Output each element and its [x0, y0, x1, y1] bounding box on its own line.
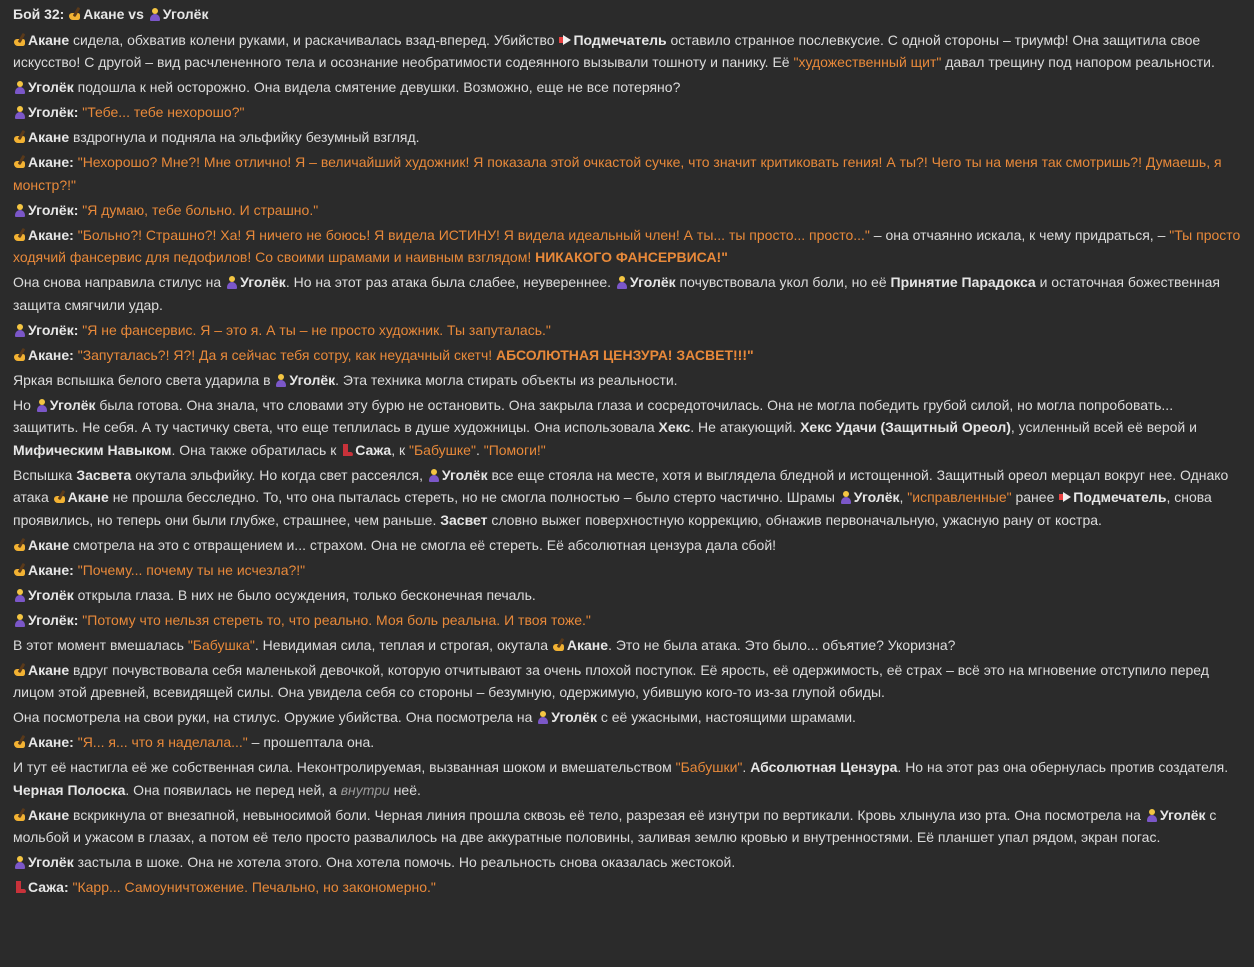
- quote: "Почему... почему ты не исчезла?!": [77, 561, 306, 578]
- name-akane: Акане: [28, 226, 70, 243]
- text: . Но на этот раз атака была слабее, неувереннее.: [285, 274, 612, 290]
- quote-text: "Ты просто ходячий фансервис для педофилов! Со своими шрамами и наивным взглядом!: [13, 226, 1241, 265]
- writing-hand-icon: [53, 490, 67, 504]
- quote: "Бабушка": [187, 636, 255, 653]
- name-ugolek: Уголёк: [289, 371, 336, 388]
- text: почувствовала укол боли, но её: [679, 274, 887, 290]
- quote: "Я... я... что я наделала...": [77, 734, 248, 750]
- name-ugolek: Уголёк: [853, 489, 900, 505]
- quote: "Больно?! Страшно?! Ха! Я ничего не боюсь! Я видела ИСТИНУ! Я видела идеальный член! А ты... ты просто... просто...": [77, 226, 870, 243]
- text: открыла глаза. В них не было осуждения, только бесконечная печаль.: [77, 586, 536, 603]
- name-ugolek: Уголёк: [28, 586, 74, 603]
- text: словно выжег поверхностную коррекцию, обнажив первоначальную, ужасную рану от костра.: [491, 511, 1102, 528]
- name-ugolek: Уголёк: [1159, 806, 1206, 823]
- name-akane: Акане: [28, 561, 70, 578]
- name-akane: Акане: [566, 636, 609, 653]
- text: оставило странное послевкусие. С одной стороны – триумф! Она защитила свое искусство! С другой – вид расчлененного тела и осознание необратимости содеянного вызывали тошноту и панику. Её: [13, 31, 1201, 70]
- message: [13, 659, 1241, 704]
- writing-hand-icon: [13, 348, 27, 362]
- person-icon: [225, 275, 239, 289]
- name-sazha: Сажа: [355, 441, 392, 458]
- name-podmechatel: Подмечатель: [1073, 489, 1167, 505]
- name-akane: Акане: [28, 806, 70, 823]
- name-ugolek: Уголёк: [240, 274, 286, 290]
- name-ugolek: Уголёк: [441, 466, 488, 483]
- person-icon: [13, 323, 27, 337]
- name-ugolek: Уголёк: [28, 611, 74, 628]
- quote: "Потому что нельзя стереть то, что реально. Моя боль реальна. И твоя тоже.": [82, 611, 591, 628]
- message: [13, 634, 1241, 657]
- battle-title: [13, 3, 1241, 26]
- text: В этот момент вмешалась: [13, 636, 184, 653]
- text: Вспышка: [13, 466, 73, 483]
- message: И тут её настигла её же собственная сила. Неконтролируемая, вызванная шоком и вмешательством "Бабушки". Абсолютная Цензура. Но на этот раз она обернулась против создателя. Черная Полоска. Она появилась не перед ней, а внутри неё.: [13, 759, 1229, 798]
- person-icon: [427, 468, 441, 482]
- name-akane: Акане: [28, 734, 70, 750]
- text: . Невидимая сила, теплая и строгая, окутала: [254, 636, 549, 653]
- message: [13, 76, 1241, 99]
- quote: "Бабушки": [675, 759, 743, 775]
- skill-name: Принятие Парадокса: [890, 274, 1036, 290]
- message: Акане: "Больно?! Страшно?! Ха! Я ничего не боюсь! Я видела ИСТИНУ! Я видела идеальный член! А ты... ты просто... просто..." – она отчаянно искала, к чему придраться, – "Ты просто ходячий фансервис для педофилов! Со своими шрамами и наивным взглядом! НИКАКОГО ФАНСЕРВИСА!": [13, 226, 1241, 265]
- writing-hand-icon: [13, 563, 27, 577]
- writing-hand-icon: [13, 33, 27, 47]
- person-icon: [536, 710, 550, 724]
- message: [13, 534, 1241, 557]
- text: , к: [391, 441, 406, 458]
- quote: "художественный щит": [793, 54, 942, 70]
- person-icon: [1145, 808, 1159, 822]
- writing-hand-icon: [13, 538, 27, 552]
- text: , усиленный всей её верой и: [1010, 419, 1197, 435]
- quote: "Я не фансервис. Я – это я. А ты – не просто художник. Ты запуталась.": [82, 321, 551, 338]
- quote: "исправленные": [907, 489, 1012, 505]
- writing-hand-icon: [13, 155, 27, 169]
- message: [13, 584, 1241, 607]
- name-ugolek: Уголёк: [28, 854, 74, 870]
- quote: "Помоги!": [483, 441, 546, 458]
- quote: "Нехорошо? Мне?! Мне отлично! Я – величайший художник! Я показала этой очкастой сучке, что значит критиковать гения! А ты?! Чего ты на меня так смотришь?! Думаешь, я монстр?!": [13, 154, 1222, 193]
- message: Акане: "Запуталась?! Я?! Да я сейчас тебя сотру, как неудачный скетч! АБСОЛЮТНАЯ ЦЕНЗУРА! ЗАСВЕТ!!!": [13, 344, 1241, 367]
- text: все еще стояла на месте, хотя и выглядела бледной и истощенной. Защитный ореол мерцал вокруг нее. Однако атака: [13, 466, 1229, 505]
- person-icon: [35, 398, 49, 412]
- message: [13, 804, 1241, 849]
- boot-icon: [340, 443, 354, 457]
- text: ранее: [1015, 489, 1055, 505]
- name-akane: Акане: [67, 489, 109, 505]
- name-akane: Акане: [83, 6, 125, 22]
- person-icon: [13, 613, 27, 627]
- skill-name: Хекс Удачи (Защитный Ореол): [800, 419, 1011, 435]
- name-akane: Акане: [28, 31, 70, 48]
- text: окутала эльфийку. Но когда свет рассеялся,: [135, 466, 423, 483]
- person-icon: [274, 373, 288, 387]
- message: Уголёк: "Я думаю, тебе больно. И страшно.": [13, 199, 1241, 222]
- name-akane: Акане: [28, 346, 70, 363]
- text: , снова проявились, но теперь они были глубже, страшнее, чем раньше.: [13, 489, 1212, 528]
- quote-bold: НИКАКОГО ФАНСЕРВИСА!": [535, 249, 728, 265]
- message: [13, 706, 1241, 729]
- text: вскрикнула от внезапной, невыносимой боли. Черная линия прошла сквозь её тело, разрезая её изнутри по вертикали. Кровь хлынула изо рта. Она посмотрела на: [73, 806, 1141, 823]
- name-sazha: Сажа: [28, 879, 64, 895]
- writing-hand-icon: [13, 130, 27, 144]
- boot-icon: [13, 880, 27, 894]
- message: Уголёк: "Тебе... тебе нехорошо?": [13, 101, 1241, 124]
- message: [13, 369, 1241, 392]
- text: Но: [13, 396, 31, 413]
- text: Она посмотрела на свои руки, на стилус. Оружие убийства. Она посмотрела на: [13, 709, 533, 725]
- name-ugolek: Уголёк: [28, 321, 74, 338]
- text: не прошла бесследно. То, что она пыталась стереть, но не смогла полностью – было стерто частично. Шрамы: [112, 489, 835, 505]
- name-podmechatel: Подмечатель: [573, 31, 667, 48]
- name-ugolek: Уголёк: [28, 201, 74, 218]
- message: Акане: "Нехорошо? Мне?! Мне отлично! Я – величайший художник! Я показала этой очкастой сучке, что значит критиковать гения! А ты?! Чего ты на меня так смотришь?! Думаешь, я монстр?!": [13, 154, 1222, 193]
- text: – прошептала она.: [251, 734, 375, 750]
- skill-name: Черная Полоска: [13, 781, 126, 798]
- text: застыла в шоке. Она не хотела этого. Она хотела помочь. Но реальность снова оказалась жестокой.: [77, 854, 736, 870]
- quote: "Бабушке": [409, 441, 476, 458]
- skill-name: Хекс: [658, 419, 691, 435]
- message: Акане: "Почему... почему ты не исчезла?!": [13, 559, 1241, 582]
- megaphone-icon: [1058, 490, 1072, 504]
- message: Акане: "Я... я... что я наделала..." – прошептала она.: [13, 731, 1241, 754]
- name-akane: Акане: [28, 661, 70, 678]
- text: сидела, обхватив колени руками, и раскачивалась взад-вперед. Убийство: [73, 31, 555, 48]
- person-icon: [13, 80, 27, 94]
- skill-name: Засвета: [76, 466, 132, 483]
- writing-hand-icon: [13, 228, 27, 242]
- writing-hand-icon: [13, 735, 27, 749]
- name-ugolek: Уголёк: [162, 6, 209, 22]
- quote-bold: АБСОЛЮТНАЯ ЦЕНЗУРА! ЗАСВЕТ!!!": [496, 346, 754, 363]
- skill-name: Абсолютная Цензура: [750, 759, 898, 775]
- text: . Но на этот раз она обернулась против создателя.: [897, 759, 1229, 775]
- message: Вспышка Засвета окутала эльфийку. Но когда свет рассеялся, Уголёк все еще стояла на месте, хотя и выглядела бледной и истощенной. Защитный ореол мерцал вокруг нее. Однако атака Акане не прошла бесследно. То, что она пыталась стереть, но не смогла полностью – было стерто частично. Шрамы Уголёк, "исправленные" ранее Подмечатель, снова проявились, но теперь они были глубже, страшнее, чем раньше. Засвет словно выжег поверхностную коррекцию, обнажив первоначальную, ужасную рану от костра.: [13, 466, 1229, 528]
- quote-text: "Запуталась?! Я?! Да я сейчас тебя сотру, как неудачный скетч!: [77, 346, 493, 363]
- name-akane: Акане: [28, 154, 70, 170]
- name-ugolek: Уголёк: [28, 79, 74, 95]
- person-icon: [13, 203, 27, 217]
- name-ugolek: Уголёк: [551, 709, 597, 725]
- text: вздрогнула и подняла на эльфийку безумный взгляд.: [73, 129, 420, 145]
- person-icon: [839, 490, 853, 504]
- emphasis: внутри: [340, 781, 390, 798]
- name-akane: Акане: [28, 536, 70, 553]
- writing-hand-icon: [552, 638, 566, 652]
- name-ugolek: Уголёк: [629, 274, 676, 290]
- quote: "Карр... Самоуничтожение. Печально, но закономерно.": [72, 879, 436, 895]
- text: Яркая вспышка белого света ударила в: [13, 371, 271, 388]
- writing-hand-icon: [13, 808, 27, 822]
- text: . Не атакующий.: [690, 419, 797, 435]
- text: . Эта техника могла стирать объекты из реальности.: [335, 371, 678, 388]
- person-icon: [13, 588, 27, 602]
- text: неё.: [393, 781, 421, 798]
- name-ugolek: Уголёк: [49, 396, 96, 413]
- text: подошла к ней осторожно. Она видела смятение девушки. Возможно, еще не все потеряно?: [77, 79, 681, 95]
- text: и остаточная божественная защита смягчили удар.: [13, 274, 1220, 313]
- megaphone-icon: [558, 33, 572, 47]
- name-akane: Акане: [28, 129, 70, 145]
- text: давал трещину под напором реальности.: [945, 54, 1215, 70]
- text: была готова. Она знала, что словами эту бурю не остановить. Она закрыла глаза и сосредоточилась. Она не могла победить грубой силой, но могла попробовать... защитить. Не себя. А ту частичку света, что еще теплилась в душе художницы. Она использовала: [13, 396, 1174, 435]
- writing-hand-icon: [13, 663, 27, 677]
- text: – она отчаянно искала, к чему придраться, –: [873, 226, 1166, 243]
- text: вдруг почувствовала себя маленькой девочкой, которую отчитывают за очень плохой поступок. Её ярость, её одержимость, её страх – всё это на мгновение отступило перед лицом этой древней, всевидящей силы. Она увидела себя со стороны – безумную, одержимую, убившую кого-то из-за глупой обиды.: [13, 661, 1209, 700]
- text: Она снова направила стилус на: [13, 274, 222, 290]
- text: . Она также обратилась к: [171, 441, 337, 458]
- message: Уголёк: "Потому что нельзя стереть то, что реально. Моя боль реальна. И твоя тоже.": [13, 609, 1241, 632]
- person-icon: [13, 105, 27, 119]
- skill-name: Мифическим Навыком: [13, 441, 172, 458]
- text: . Это не была атака. Это было... объятие? Укоризна?: [608, 636, 956, 653]
- battle-number: Бой 32:: [13, 6, 65, 22]
- message: Уголёк: "Я не фансервис. Я – это я. А ты – не просто художник. Ты запуталась.": [13, 319, 1241, 342]
- person-icon: [13, 855, 27, 869]
- text: . Она появилась не перед ней, а: [125, 781, 337, 798]
- name-ugolek: Уголёк: [28, 104, 74, 120]
- message: Но Уголёк была готова. Она знала, что словами эту бурю не остановить. Она закрыла глаза и сосредоточилась. Она не могла победить грубой силой, но могла попробовать... защитить. Не себя. А ту частичку света, что еще теплилась в душе художницы. Она использовала Хекс. Не атакующий. Хекс Удачи (Защитный Ореол), усиленный всей её верой и Мифическим Навыком. Она также обратилась к Сажа, к "Бабушке". "Помоги!": [13, 396, 1197, 458]
- message: [13, 29, 1241, 74]
- message: [13, 126, 1241, 149]
- quote: [78, 347, 754, 363]
- quote: "Тебе... тебе нехорошо?": [82, 104, 245, 120]
- quote: "Я думаю, тебе больно. И страшно.": [82, 201, 319, 218]
- text: И тут её настигла её же собственная сила. Неконтролируемая, вызванная шоком и вмешательством: [13, 759, 672, 775]
- writing-hand-icon: [68, 7, 82, 21]
- message: [13, 271, 1241, 316]
- vs-label: vs: [128, 6, 144, 22]
- person-icon: [615, 275, 629, 289]
- text: смотрела на это с отвращением и... страхом. Она не смогла её стереть. Её абсолютная цензура дала сбой!: [73, 536, 777, 553]
- message: [13, 851, 1241, 874]
- skill-name: Засвет: [440, 511, 488, 528]
- text: с её ужасными, настоящими шрамами.: [600, 709, 856, 725]
- text: с мольбой и ужасом в глазах, а потом её тело просто развалилось на две аккуратные половины, заливая землю кровью и внутренностями. Её планшет упал рядом, экран погас.: [13, 806, 1217, 845]
- person-icon: [148, 7, 162, 21]
- message: Сажа: "Карр... Самоуничтожение. Печально, но закономерно.": [13, 876, 1241, 899]
